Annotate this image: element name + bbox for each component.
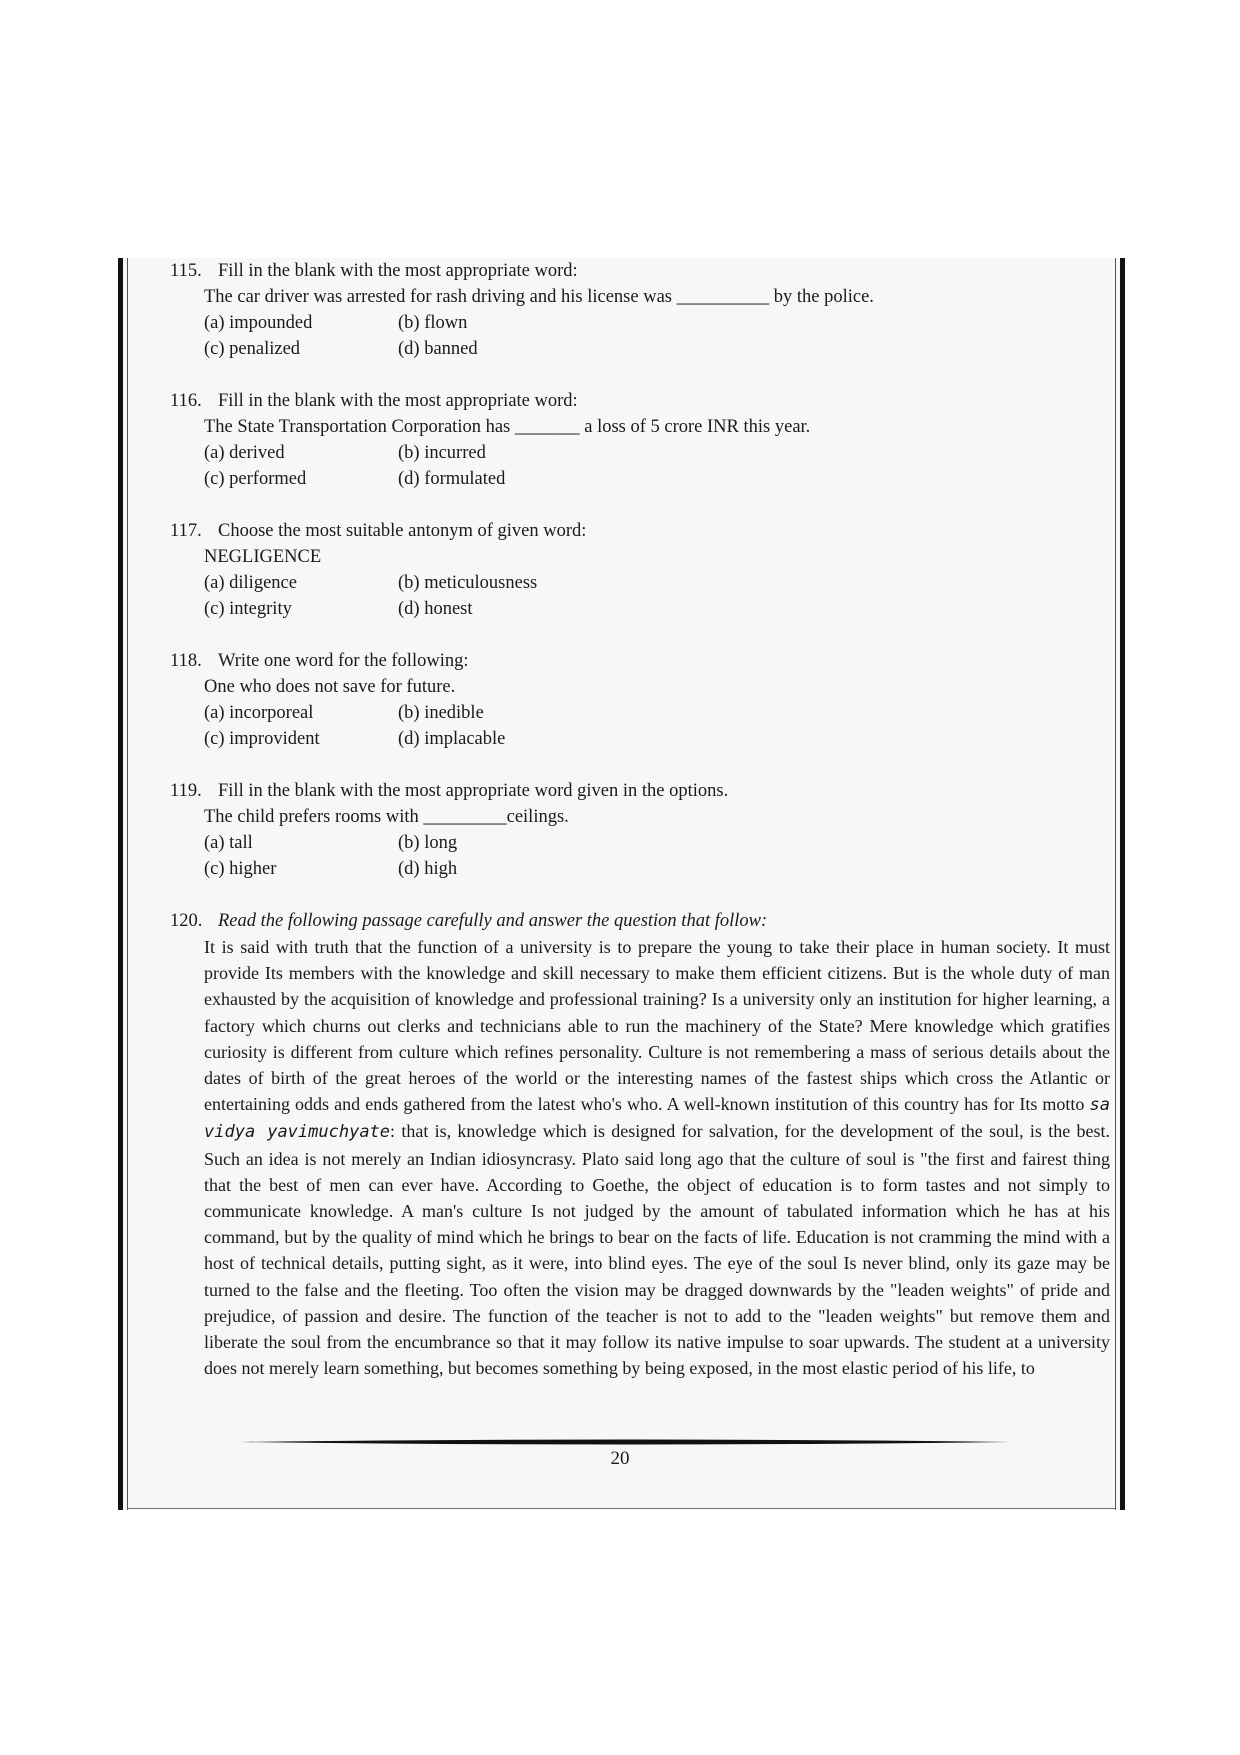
question-number: 117. <box>170 521 202 541</box>
option-c: (c) improvident <box>204 729 320 749</box>
question-header <box>170 908 1115 934</box>
question-body: The child prefers rooms with _________ceilings. <box>204 807 569 827</box>
passage-motto: sa vidya yavimuchyate <box>204 1095 1110 1143</box>
left-border-thin <box>127 258 128 1510</box>
option-a: (a) impounded <box>204 313 313 333</box>
options-grid <box>170 440 1115 492</box>
option-a: (a) tall <box>204 833 253 853</box>
question-header <box>170 778 1115 804</box>
option-c: (c) performed <box>204 469 307 489</box>
bottom-border <box>127 1508 1115 1509</box>
question-number: 118. <box>170 651 202 671</box>
right-border-thick <box>1120 258 1125 1510</box>
question-prompt: Fill in the blank with the most appropriate word given in the options. <box>218 781 729 801</box>
passage-text-part-1: It is said with truth that the function of a university is to prepare the young to take their place in human society. It must provide Its members with the knowledge and skill necessary to make them efficient citizens. But is the whole duty of man exhausted by the acquisition of knowledge and professional training? Is a university only an institution for higher learning, a factory which churns out clerks and technicians able to run the machinery of the State? Mere knowledge which gratifies curiosity is different from culture which refines personality. Culture is not remembering a mass of serious details about the dates of birth of the great heroes of the world or the interesting names of the fastest ships which cross the Atlantic or entertaining odds and ends gathered from the latest who's who. A well-known institution of this country has for Its motto <box>204 937 1110 1115</box>
option-c: (c) penalized <box>204 339 301 359</box>
footer-divider <box>240 1438 1010 1446</box>
question-prompt: Read the following passage carefully and answer the question that follow: <box>218 911 768 931</box>
question-prompt: Fill in the blank with the most appropriate word: <box>218 261 578 281</box>
option-a: (a) incorporeal <box>204 703 314 723</box>
option-c: (c) higher <box>204 859 277 879</box>
option-b: (b) meticulousness <box>398 573 538 593</box>
right-border-thin <box>1115 258 1116 1510</box>
question-body: One who does not save for future. <box>204 677 456 697</box>
question-prompt: Fill in the blank with the most appropriate word: <box>218 391 578 411</box>
question-118 <box>170 648 1115 752</box>
question-115 <box>170 258 1115 362</box>
option-c: (c) integrity <box>204 599 292 619</box>
question-119 <box>170 778 1115 882</box>
question-body: The car driver was arrested for rash driving and his license was __________ by the police. <box>204 287 874 307</box>
question-header <box>170 388 1115 414</box>
reading-passage <box>170 934 1110 1381</box>
options-grid <box>170 830 1115 882</box>
question-header <box>170 518 1115 544</box>
option-b: (b) inedible <box>398 703 484 723</box>
question-117 <box>170 518 1115 622</box>
options-grid <box>170 570 1115 622</box>
options-grid <box>170 700 1115 752</box>
question-number: 116. <box>170 391 202 411</box>
question-body: NEGLIGENCE <box>204 547 322 567</box>
option-a: (a) diligence <box>204 573 297 593</box>
question-number: 119. <box>170 781 202 801</box>
left-border-thick <box>118 258 123 1510</box>
question-116 <box>170 388 1115 492</box>
question-body: The State Transportation Corporation has _______ a loss of 5 crore INR this year. <box>204 417 811 437</box>
question-content <box>170 258 1115 1407</box>
question-number: 115. <box>170 261 202 281</box>
options-grid <box>170 310 1115 362</box>
option-b: (b) long <box>398 833 458 853</box>
question-header <box>170 258 1115 284</box>
option-d: (d) implacable <box>398 729 506 749</box>
question-prompt: Choose the most suitable antonym of given word: <box>218 521 587 541</box>
option-b: (b) flown <box>398 313 468 333</box>
question-prompt: Write one word for the following: <box>218 651 469 671</box>
option-a: (a) derived <box>204 443 285 463</box>
option-d: (d) honest <box>398 599 473 619</box>
passage-text-part-2: : that is, knowledge which is designed for salvation, for the development of the soul, is the best. Such an idea is not merely an Indian idiosyncrasy. Plato said long ago that the culture of soul is "the first and fairest thing that the best of men can ever have. According to Goethe, the object of education is to form tastes and not simply to communicate knowledge. A man's culture Is not judged by the amount of tabulated information which he has at his command, but by the quality of mind which he brings to bear on the facts of life. Education is not cramming the mind with a host of technical details, putting sight, as it were, into blind eyes. The eye of the soul Is never blind, only its gaze may be turned to the false and the fleeting. Too often the vision may be dragged downwards by the "leaden weights" of pride and prejudice, of passion and desire. The function of the teacher is not to add to the "leaden weights" but remove them and liberate the soul from the encumbrance so that it may follow its native impulse to soar upwards. The student at a university does not merely learn something, but becomes something by being exposed, in the most elastic period of his life, to <box>204 1121 1110 1379</box>
question-number: 120. <box>170 911 203 931</box>
option-b: (b) incurred <box>398 443 486 463</box>
question-120 <box>170 908 1115 1381</box>
question-header <box>170 648 1115 674</box>
option-d: (d) banned <box>398 339 478 359</box>
option-d: (d) high <box>398 859 458 879</box>
page-number: 20 <box>610 1448 630 1469</box>
option-d: (d) formulated <box>398 469 506 489</box>
